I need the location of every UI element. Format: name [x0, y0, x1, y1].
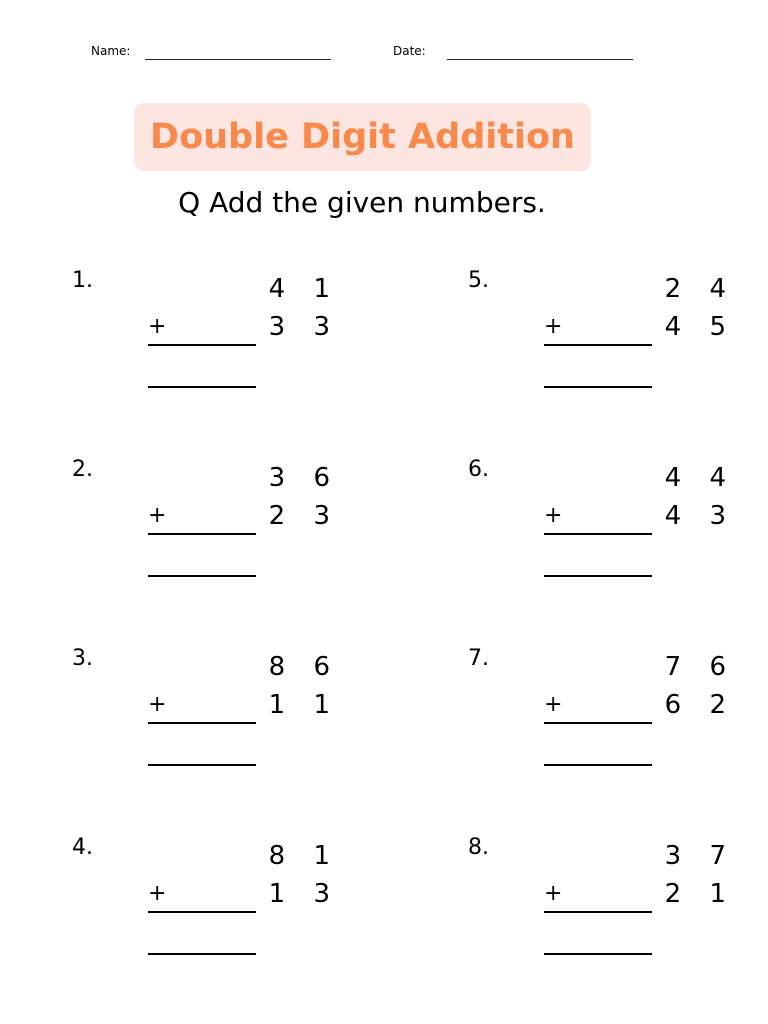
name-label: Name: — [91, 44, 131, 58]
title-banner — [134, 103, 591, 171]
problem-5 — [468, 268, 768, 428]
plus-sign: + — [148, 503, 167, 528]
sum-line — [544, 533, 652, 535]
answer-line[interactable] — [148, 764, 256, 766]
sum-line — [544, 722, 652, 724]
answer-line[interactable] — [544, 764, 652, 766]
plus-sign: + — [544, 503, 563, 528]
problem-number: 5. — [468, 268, 489, 293]
problem-number: 6. — [468, 457, 489, 482]
sum-line — [148, 722, 256, 724]
problem-6 — [468, 457, 768, 617]
addend-top: 4 4 — [664, 463, 736, 493]
problem-4 — [72, 835, 372, 995]
plus-sign: + — [544, 881, 563, 906]
problem-3 — [72, 646, 372, 806]
problem-number: 3. — [72, 646, 93, 671]
date-label: Date: — [393, 44, 426, 58]
addend-bottom: 3 3 — [268, 312, 340, 342]
addend-bottom: 6 2 — [664, 690, 736, 720]
answer-line[interactable] — [544, 575, 652, 577]
addend-top: 8 6 — [268, 652, 340, 682]
name-field-line[interactable] — [145, 59, 331, 60]
sum-line — [148, 533, 256, 535]
problem-7 — [468, 646, 768, 806]
addend-top: 3 7 — [664, 841, 736, 871]
addend-bottom: 2 3 — [268, 501, 340, 531]
plus-sign: + — [148, 881, 167, 906]
addend-top: 2 4 — [664, 274, 736, 304]
addend-bottom: 2 1 — [664, 879, 736, 909]
plus-sign: + — [544, 314, 563, 339]
answer-line[interactable] — [148, 575, 256, 577]
addend-top: 7 6 — [664, 652, 736, 682]
problem-number: 4. — [72, 835, 93, 860]
answer-line[interactable] — [544, 953, 652, 955]
sum-line — [148, 344, 256, 346]
problem-1 — [72, 268, 372, 428]
problem-2 — [72, 457, 372, 617]
addend-top: 3 6 — [268, 463, 340, 493]
sum-line — [148, 911, 256, 913]
addend-top: 4 1 — [268, 274, 340, 304]
plus-sign: + — [544, 692, 563, 717]
addend-bottom: 4 3 — [664, 501, 736, 531]
addend-top: 8 1 — [268, 841, 340, 871]
addend-bottom: 1 1 — [268, 690, 340, 720]
problem-number: 7. — [468, 646, 489, 671]
problem-number: 2. — [72, 457, 93, 482]
problem-number: 8. — [468, 835, 489, 860]
problem-number: 1. — [72, 268, 93, 293]
sum-line — [544, 344, 652, 346]
addend-bottom: 4 5 — [664, 312, 736, 342]
problem-8 — [468, 835, 768, 995]
instruction-text: Q Add the given numbers. — [178, 186, 546, 219]
answer-line[interactable] — [148, 953, 256, 955]
sum-line — [544, 911, 652, 913]
addend-bottom: 1 3 — [268, 879, 340, 909]
worksheet-title: Double Digit Addition — [150, 117, 575, 157]
date-field-line[interactable] — [447, 59, 633, 60]
plus-sign: + — [148, 314, 167, 339]
answer-line[interactable] — [544, 386, 652, 388]
answer-line[interactable] — [148, 386, 256, 388]
plus-sign: + — [148, 692, 167, 717]
